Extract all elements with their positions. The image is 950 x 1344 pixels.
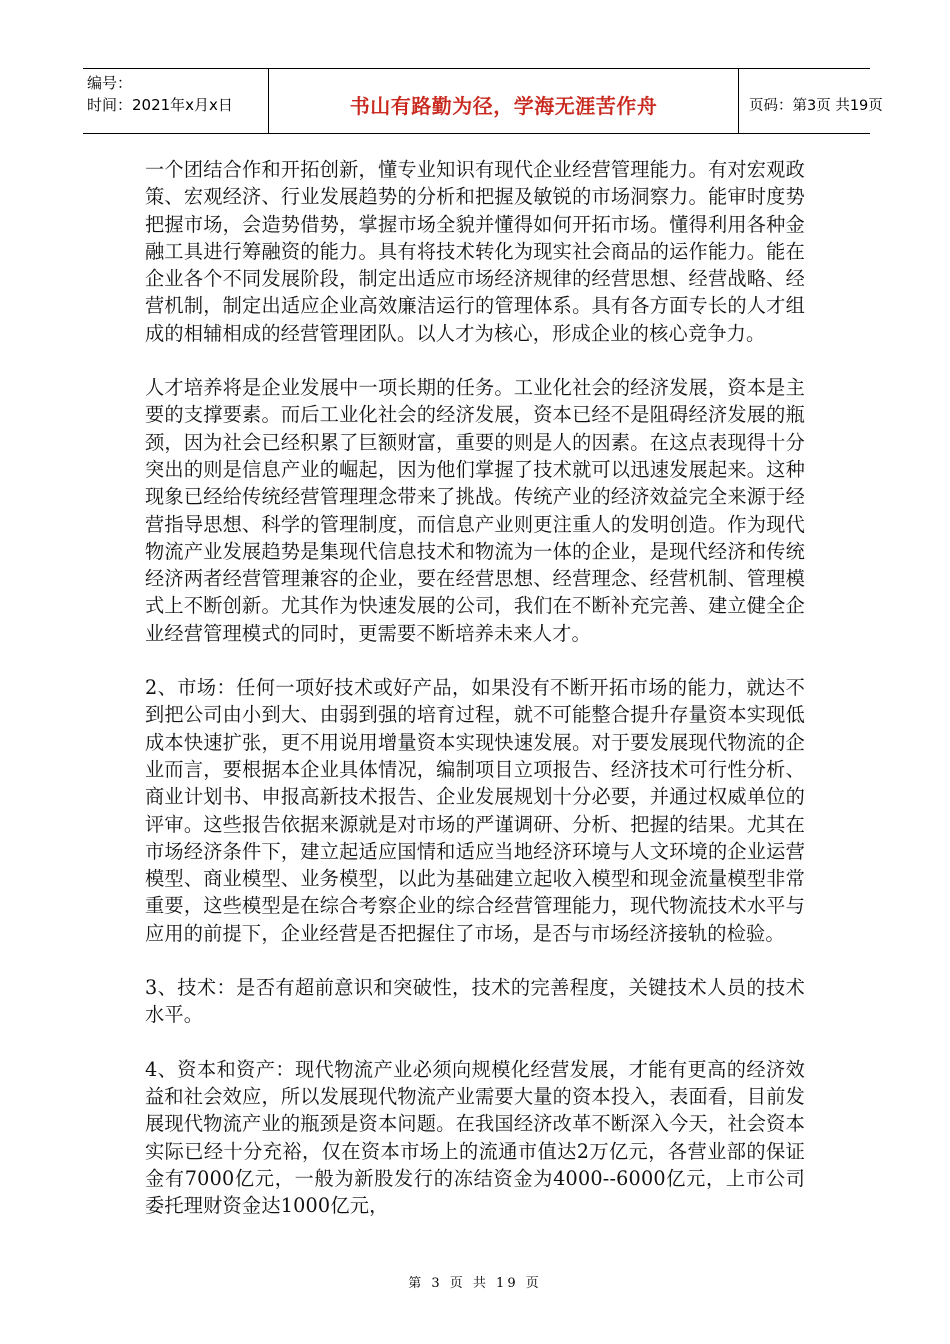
paragraph: 3、技术：是否有超前意识和突破性，技术的完善程度，关键技术人员的技术水平。 bbox=[145, 976, 805, 1027]
page-footer bbox=[0, 1272, 950, 1291]
header-page-info: 页码：第3页 共19页 bbox=[749, 97, 883, 114]
header-meta-cell bbox=[83, 69, 269, 133]
paragraph: 一个团结合作和开拓创新，懂专业知识有现代企业经营管理能力。有对宏观政策、宏观经济、行业发展趋势的分析和把握及敏锐的市场洞察力。能审时度势把握市场，会造势借势，掌握市场全貌并懂得如何开拓市场。懂得利用各种金融工具进行筹融资的能力。具有将技术转化为现实社会商品的运作能力。能在企业各个不同发展阶段，制定出适应市场经济规律的经营思想、经营战略、经营机制，制定出适应企业高效廉洁运行的管理体系。具有各方面专长的人才组成的相辅相成的经营管理团队。以人才为核心，形成企业的核心竞争力。 bbox=[145, 158, 805, 345]
header-page-cell bbox=[739, 69, 883, 133]
page-header bbox=[83, 68, 883, 134]
paragraph: 4、资本和资产：现代物流产业必须向规模化经营发展，才能有更高的经济效益和社会效应，所以发展现代物流产业需要大量的资本投入，表面看，目前发展现代物流产业的瓶颈是资本问题。在我国经济改革不断深入今天，社会资本实际已经十分充裕，仅在资本市场上的流通市值达2万亿元，各营业部的保证金有7000亿元，一般为新股发行的冻结资金为4000--6000亿元，上市公司委托理财资金达1000亿元， bbox=[145, 1057, 805, 1218]
date-label: 时间：2021年x月x日 bbox=[87, 96, 233, 114]
header-motto-cell bbox=[269, 69, 739, 133]
header-motto: 书山有路勤为径，学海无涯苦作舟 bbox=[349, 93, 658, 118]
paragraph: 人才培养将是企业发展中一项长期的任务。工业化社会的经济发展，资本是主要的支撑要素。而后工业化社会的经济发展，资本已经不是阻碍经济发展的瓶颈，因为社会已经积累了巨额财富，重要的则是人的因素。在这点表现得十分突出的则是信息产业的崛起，因为他们掌握了技术就可以迅速发展起来。这种现象已经给传统经营管理理念带来了挑战。传统产业的经济效益完全来源于经营指导思想、科学的管理制度，而信息产业则更注重人的发明创造。作为现代物流产业发展趋势是集现代信息技术和物流为一体的企业，是现代经济和传统经济两者经营管理兼容的企业，要在经营思想、经营理念、经营机制、管理模式上不断创新。尤其作为快速发展的公司，我们在不断补充完善、建立健全企业经营管理模式的同时，更需要不断培养未来人才。 bbox=[145, 376, 805, 645]
paragraph: 2、市场：任何一项好技术或好产品，如果没有不断开拓市场的能力，就达不到把公司由小到大、由弱到强的培育过程，就不可能整合提升存量资本实现低成本快速扩张，更不用说用增量资本实现快速发展。对于要发展现代物流的企业而言，要根据本企业具体情况，编制项目立项报告、经济技术可行性分析、商业计划书、申报高新技术报告、企业发展规划十分必要，并通过权威单位的评审。这些报告依据来源就是对市场的严谨调研、分析、把握的结果。尤其在市场经济条件下，建立起适应国情和适应当地经济环境与人文环境的企业运营模型、商业模型、业务模型，以此为基础建立起收入模型和现金流量模型非常重要，这些模型是在综合考察企业的综合经营管理能力，现代物流技术水平与应用的前提下，企业经营是否把握住了市场，是否与市场经济接轨的检验。 bbox=[145, 676, 805, 945]
footer-page-number: 第 3 页 共 19 页 bbox=[408, 1276, 542, 1291]
serial-number-label: 编号： bbox=[87, 74, 133, 92]
document-body bbox=[145, 156, 805, 1246]
